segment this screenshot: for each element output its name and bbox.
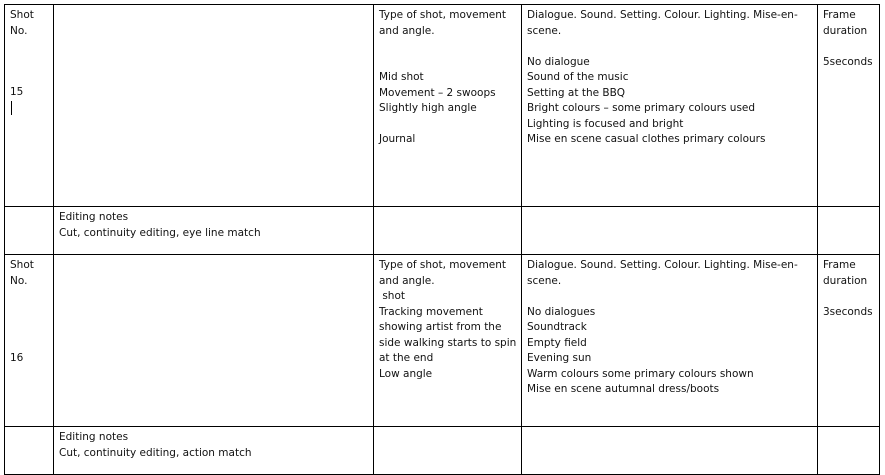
frame-duration-header: duration: [823, 274, 868, 287]
shot-type-header: and angle.: [379, 274, 435, 287]
shot-label-line: Shot: [10, 9, 34, 21]
shot-type-line: Mid shot: [379, 71, 424, 83]
storyboard-table: [4, 4, 880, 475]
frame-duration-header: Frame: [823, 259, 856, 271]
editing-notes-blank-cell[interactable]: [5, 427, 54, 475]
shot-type-line: Slightly high angle: [379, 102, 477, 114]
dialogue-line: Mise en scene autumnal dress/boots: [527, 383, 720, 395]
dialogue-header: Dialogue. Sound. Setting. Colour. Lighting. Mise-en-: [527, 259, 798, 271]
frame-duration-header: Frame: [823, 9, 856, 21]
editing-notes-blank-cell[interactable]: [5, 207, 54, 255]
editing-notes-label: Editing notes: [59, 211, 129, 223]
editing-notes-text: Cut, continuity editing, eye line match: [59, 226, 261, 239]
frame-duration-header: duration: [823, 24, 868, 37]
editing-notes-empty-cell[interactable]: [374, 207, 522, 255]
editing-notes-row-16: [5, 427, 880, 475]
editing-notes-cell[interactable]: [54, 207, 374, 255]
editing-notes-cell[interactable]: [54, 427, 374, 475]
shot-type-line: Low angle: [379, 367, 433, 380]
dialogue-line: Setting at the BBQ: [527, 86, 626, 99]
frame-image-cell[interactable]: [54, 5, 374, 207]
shot-number-cell[interactable]: [5, 5, 54, 207]
dialogue-line: Soundtrack: [527, 321, 587, 333]
frame-duration-cell[interactable]: [818, 5, 880, 207]
shot-type-line: Movement – 2 swoops: [379, 86, 496, 99]
dialogue-line: Warm colours some primary colours shown: [527, 367, 754, 380]
dialogue-line: Lighting is focused and bright: [527, 117, 684, 130]
dialogue-line: No dialogue: [527, 55, 590, 68]
editing-notes-empty-cell[interactable]: [522, 207, 818, 255]
dialogue-cell[interactable]: [522, 5, 818, 207]
frame-duration-cell[interactable]: [818, 255, 880, 427]
editing-notes-label: Editing notes: [59, 431, 129, 443]
editing-notes-empty-cell[interactable]: [522, 427, 818, 475]
shot-number: 15: [10, 86, 24, 98]
shot-type-line: at the end: [379, 352, 434, 364]
shot-type-line: shot: [379, 290, 406, 302]
shot-type-header: Type of shot, movement: [379, 9, 507, 21]
dialogue-header: scene.: [527, 24, 562, 37]
shot-type-line: side walking starts to spin: [379, 336, 517, 349]
shot-label-line: Shot: [10, 259, 34, 271]
shot-type-cell[interactable]: [374, 5, 522, 207]
dialogue-header-text: Dialogue. Sound. Setting. Colour. Lighting. Mise-en-: [527, 9, 798, 21]
shot-row-16: [5, 255, 880, 427]
frame-duration-value: 5seconds: [823, 55, 873, 68]
dialogue-header: scene.: [527, 274, 562, 287]
frame-duration-value: 3seconds: [823, 305, 873, 318]
editing-notes-empty-cell[interactable]: [374, 427, 522, 475]
editing-notes-empty-cell[interactable]: [818, 427, 880, 475]
shot-type-header: and angle.: [379, 24, 435, 37]
dialogue-cell[interactable]: [522, 255, 818, 427]
dialogue-line: Mise en scene casual clothes primary colours: [527, 133, 766, 145]
shot-type-line: Journal: [379, 133, 416, 145]
shot-row-15: [5, 5, 880, 207]
dialogue-header: [527, 8, 813, 24]
shot-number-cell[interactable]: [5, 255, 54, 427]
shot-type-line: showing artist from the: [379, 321, 502, 333]
frame-image-cell[interactable]: [54, 255, 374, 427]
shot-label-line: No.: [10, 274, 28, 287]
shot-type-line: Tracking movement: [379, 305, 483, 318]
editing-notes-row-15: [5, 207, 880, 255]
dialogue-line: Sound of the music: [527, 71, 629, 83]
text-cursor: [11, 101, 12, 115]
dialogue-line: Bright colours – some primary colours used: [527, 102, 756, 114]
shot-type-cell[interactable]: [374, 255, 522, 427]
editing-notes-empty-cell[interactable]: [818, 207, 880, 255]
shot-number: 16: [10, 352, 24, 364]
shot-type-header: Type of shot, movement: [379, 259, 507, 271]
shot-label-line: No.: [10, 24, 28, 37]
dialogue-line: Empty field: [527, 336, 587, 349]
dialogue-line: Evening sun: [527, 352, 592, 364]
editing-notes-text: Cut, continuity editing, action match: [59, 446, 252, 459]
dialogue-line: No dialogues: [527, 305, 596, 318]
